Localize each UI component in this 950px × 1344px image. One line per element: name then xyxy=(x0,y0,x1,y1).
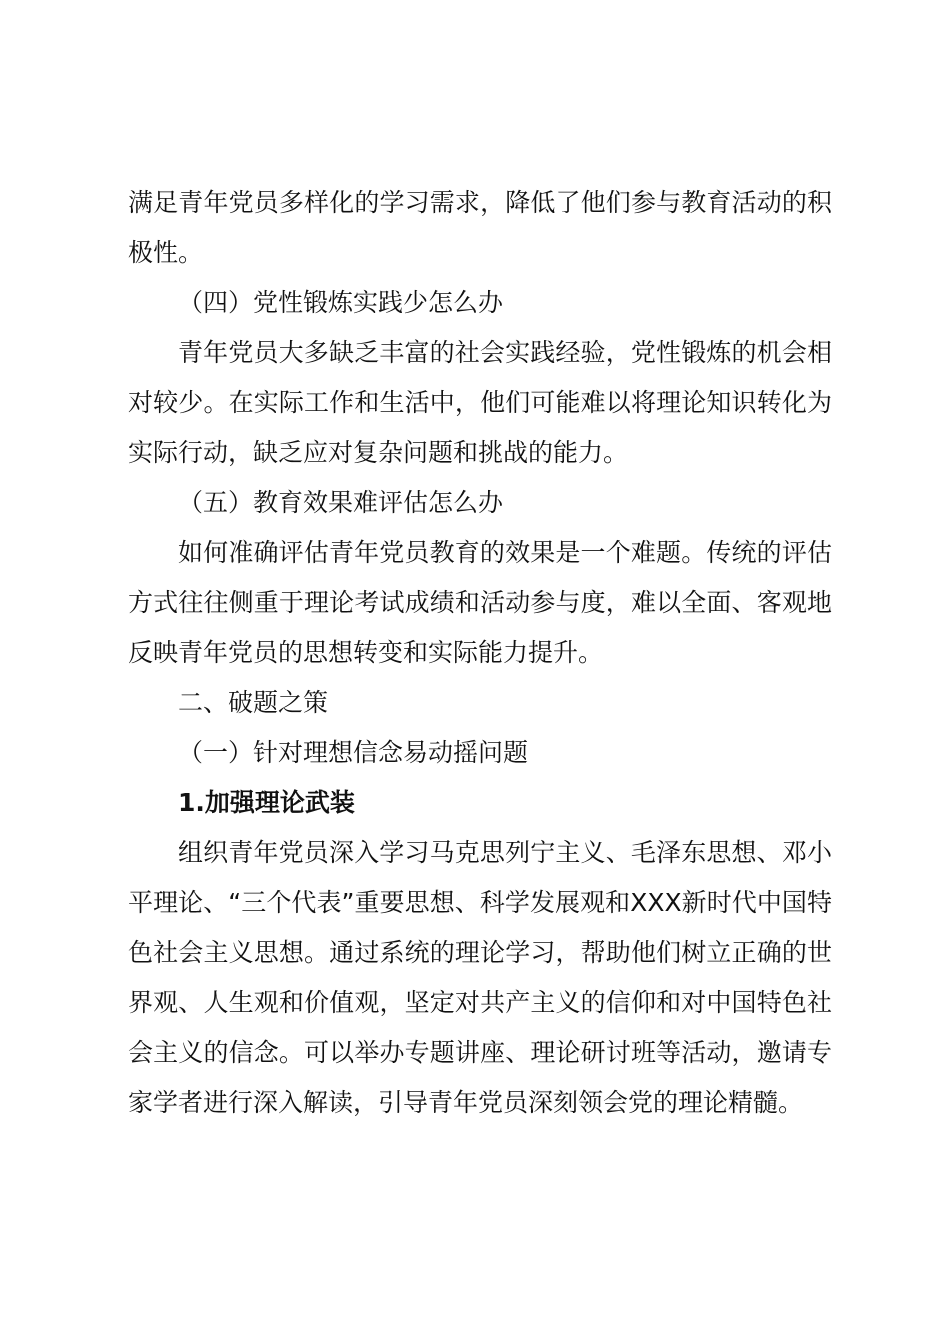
chapter-heading-two: 二、破题之策 xyxy=(178,688,329,717)
paragraph-theory-study: 组织青年党员深入学习马克思列宁主义、毛泽东思想、邓小平理论、“三个代表”重要思想、科学发展观和XXX新时代中国特色社会主义思想。通过系统的理论学习，帮助他们树立正确的世界观、人生观和价值观，坚定对共产主义的信仰和对中国特色社会主义的信念。可以举办专题讲座、理论研讨班等活动，邀请专家学者进行深入解读，引导青年党员深刻领会党的理论精髓。 xyxy=(128,838,832,1117)
paragraph-continuation: 满足青年党员多样化的学习需求，降低了他们参与教育活动的积极性。 xyxy=(128,188,832,267)
paragraph-practice: 青年党员大多缺乏丰富的社会实践经验，党性锻炼的机会相对较少。在实际工作和生活中，他们可能难以将理论知识转化为实际行动，缺乏应对复杂问题和挑战的能力。 xyxy=(128,338,832,467)
section-heading-one: （一）针对理想信念易动摇问题 xyxy=(178,738,529,767)
section-heading-five: （五）教育效果难评估怎么办 xyxy=(178,488,504,517)
paragraph-evaluation: 如何准确评估青年党员教育的效果是一个难题。传统的评估方式往往侧重于理论考试成绩和活动参与度，难以全面、客观地反映青年党员的思想转变和实际能力提升。 xyxy=(128,538,832,667)
subheading-theory: 1.加强理论武装 xyxy=(178,788,355,817)
section-heading-four: （四）党性锻炼实践少怎么办 xyxy=(178,288,504,317)
document-body xyxy=(128,178,832,1128)
